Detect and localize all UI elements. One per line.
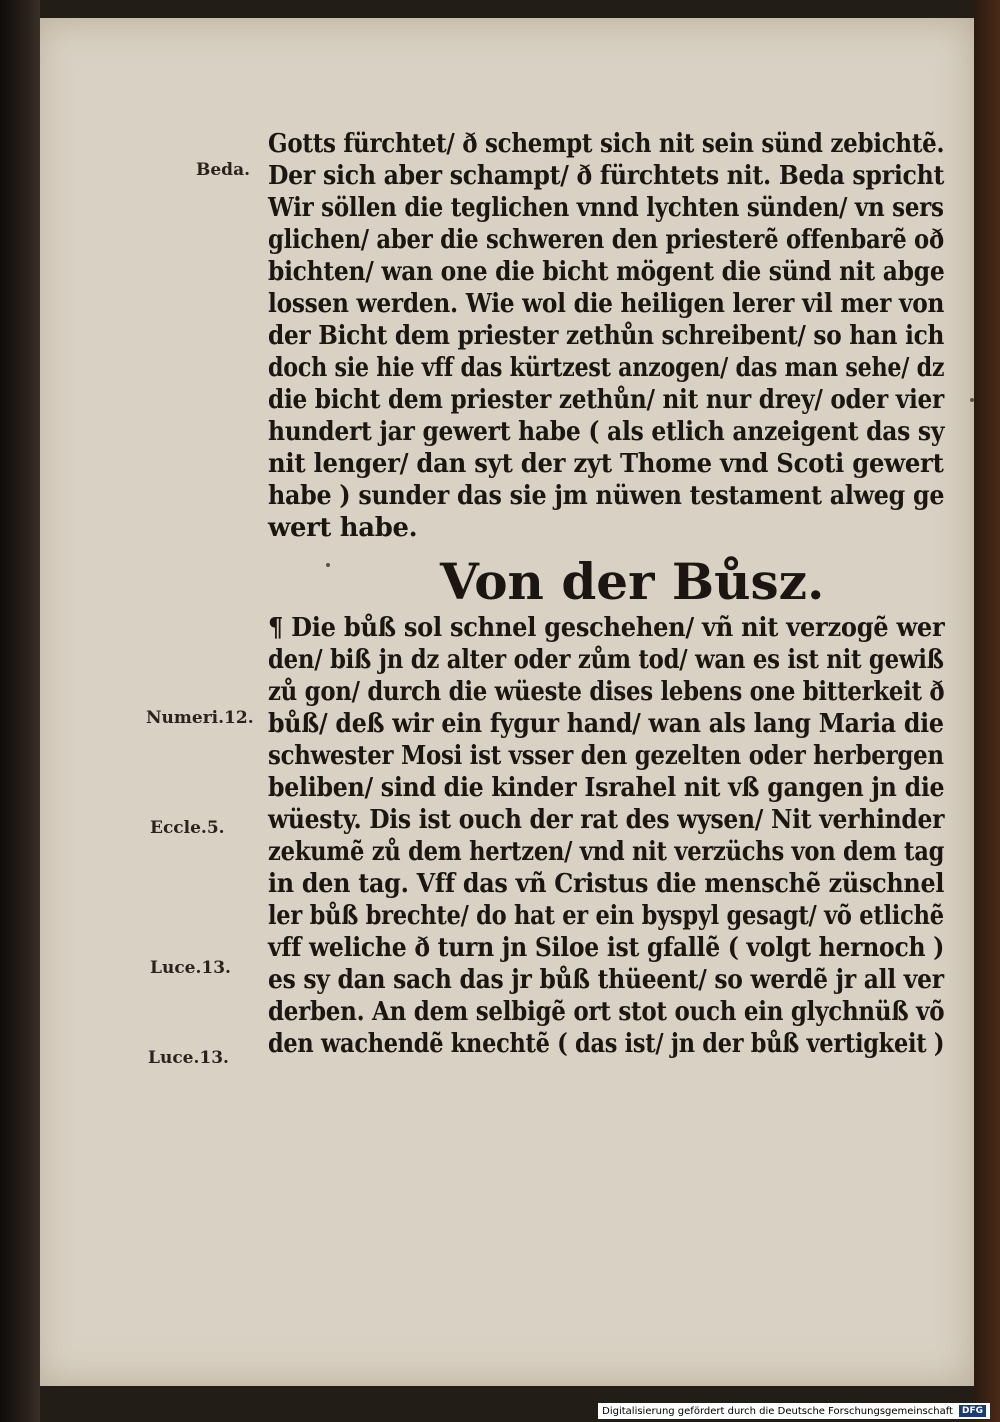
marginal-note: Luce.13. xyxy=(148,1048,229,1068)
text-line: habe ) sunder das sie jm nüwen testament alweg ge xyxy=(268,481,945,511)
text-block-1 xyxy=(268,128,948,544)
text-line: Der sich aber schampt/ ð fürchtets nit. Beda spricht xyxy=(268,161,945,191)
digitization-credit xyxy=(598,1403,990,1419)
text-line: zekumẽ zů dem hertzen/ vnd nit verzüchs von dem tag xyxy=(268,837,945,867)
text-line: die bicht dem priester zethůn/ nit nur drey/ oder vier xyxy=(268,385,944,415)
text-line: doch sie hie vff das kürtzest anzogen/ das man sehe/ dz xyxy=(268,353,945,383)
text-line: bichten/ wan one die bicht mögent die sünd nit abge xyxy=(268,257,945,287)
marginal-note: Beda. xyxy=(196,160,251,180)
paper-speck xyxy=(326,563,330,567)
credit-text: Digitalisierung gefördert durch die Deutsche Forschungsgemeinschaft xyxy=(602,1405,953,1417)
text-line: vff weliche ð turn jn Siloe ist gfallẽ ( volgt hernoch ) xyxy=(268,933,945,963)
text-line: hundert jar gewert habe ( als etlich anzeigent das sy xyxy=(268,417,945,447)
text-line: lossen werden. Wie wol die heiligen lerer vil mer von xyxy=(268,289,945,319)
text-line: den wachendẽ knechtẽ ( das ist/ jn der bůß vertigkeit ) xyxy=(268,1029,945,1059)
text-line: den/ biß jn dz alter oder zům tod/ wan es ist nit gewiß xyxy=(268,645,944,675)
text-block-2 xyxy=(268,612,948,1060)
text-line: glichen/ aber die schweren den priesterẽ offenbarẽ oð xyxy=(268,225,944,255)
marginal-note: Luce.13. xyxy=(150,958,231,978)
text-line: beliben/ sind die kinder Israhel nit vß gangen jn die xyxy=(268,773,945,803)
text-line: wüesty. Dis ist ouch der rat des wysen/ Nit verhinder xyxy=(268,805,945,835)
text-line: wert habe. xyxy=(268,513,418,543)
text-line: in den tag. Vff das vñ Cristus die menschẽ züschnel xyxy=(268,869,945,899)
section-heading: Von der Bůsz. xyxy=(440,552,825,611)
text-line: Gotts fürchtet/ ð schempt sich nit sein sünd zebichtẽ. xyxy=(268,129,945,159)
text-line: derben. An dem selbigẽ ort stot ouch ein glychnüß võ xyxy=(268,997,945,1027)
book-spine xyxy=(0,0,40,1422)
marginal-note: Numeri.12. xyxy=(146,708,254,728)
marginal-note: Eccle.5. xyxy=(150,818,225,838)
text-line: nit lenger/ dan syt der zyt Thome vnd Scoti gewert xyxy=(268,449,944,479)
text-line: Wir söllen die teglichen vnnd lychten sünden/ vn sers xyxy=(268,193,944,223)
text-line: es sy dan sach das jr bůß thüeent/ so werdẽ jr all ver xyxy=(268,965,944,995)
text-line: zů gon/ durch die wüeste dises lebens one bitterkeit ð xyxy=(268,677,945,707)
text-line: ¶ Die bůß sol schnel geschehen/ vñ nit verzogẽ wer xyxy=(268,613,945,643)
text-line: bůß/ deß wir ein fygur hand/ wan als lang Maria die xyxy=(268,709,944,739)
text-line: schwester Mosi ist vsser den gezelten oder herbergen xyxy=(268,741,944,771)
page-edge xyxy=(974,0,1000,1422)
text-line: der Bicht dem priester zethůn schreibent/ so han ich xyxy=(268,321,945,351)
dfg-logo: DFG xyxy=(959,1405,986,1417)
paper-speck xyxy=(970,398,974,402)
text-line: ler bůß brechte/ do hat er ein byspyl gesagt/ võ etlichẽ xyxy=(268,901,944,931)
